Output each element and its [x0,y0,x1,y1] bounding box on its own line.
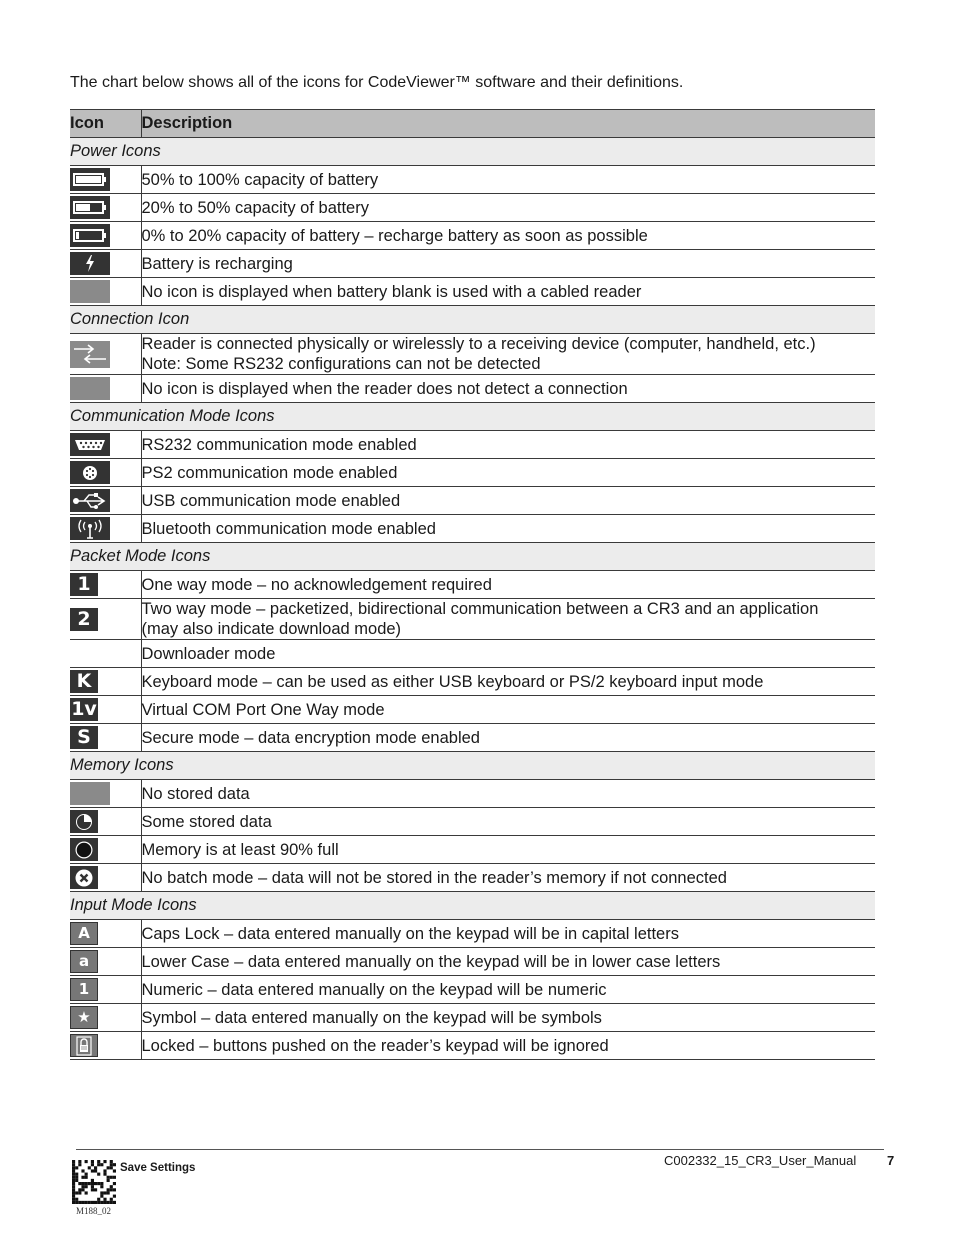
row-icon-cell [70,431,141,459]
caps-lock-icon [70,922,98,945]
section-title: Packet Mode Icons [70,543,875,571]
footer-divider [76,1149,884,1150]
row-icon-cell [70,696,141,724]
icon-glyph: A [78,924,90,942]
row-description: One way mode – no acknowledgement required [141,575,492,594]
row-description-cell [141,696,875,724]
row-description: Locked – buttons pushed on the reader’s keypad will be ignored [141,1036,609,1055]
row-description-cell [141,571,875,599]
row-icon-cell [70,808,141,836]
memory-full-icon [70,838,98,861]
row-icon-cell [70,459,141,487]
row-icon-cell [70,948,141,976]
row-description: 50% to 100% capacity of battery [141,170,379,189]
row-description: PS2 communication mode enabled [141,463,398,482]
keyboard-mode-icon [70,670,98,693]
row-description-cell [141,808,875,836]
table-row [70,515,875,543]
row-description-cell [141,1004,875,1032]
icon-glyph: ★ [77,1008,91,1026]
memory-partial-icon [70,810,98,833]
row-icon-cell [70,334,141,375]
numeric-icon [70,978,98,1001]
row-description: No icon is displayed when the reader does not detect a connection [141,379,628,398]
row-description: RS232 communication mode enabled [141,435,417,454]
row-icon-cell [70,976,141,1004]
row-icon-cell [70,166,141,194]
table-row [70,948,875,976]
row-icon-cell [70,780,141,808]
battery-low-icon [70,224,110,247]
footer-doc-id: C002332_15_CR3_User_Manual [664,1153,857,1168]
table-row [70,487,875,515]
table-row [70,599,875,640]
lower-case-icon [70,950,98,973]
bluetooth-icon [70,517,110,540]
table-row [70,976,875,1004]
secure-mode-icon [70,726,98,749]
table-header-row [70,110,875,138]
row-icon-cell [70,668,141,696]
table-row [70,1032,875,1060]
row-icon-cell [70,515,141,543]
ps2-icon [70,461,110,484]
table-row [70,668,875,696]
section-title: Memory Icons [70,752,875,780]
battery-charging-icon [70,252,110,275]
intro-text: The chart below shows all of the icons for CodeViewer™ software and their definitions. [70,74,684,91]
row-description: 0% to 20% capacity of battery – recharge battery as soon as possible [141,226,648,245]
table-row [70,780,875,808]
blank-icon [70,782,110,805]
locked-icon [70,1034,98,1057]
battery-half-icon [70,196,110,219]
row-description: Virtual COM Port One Way mode [141,700,385,719]
table-row [70,836,875,864]
row-description: Symbol – data entered manually on the keypad will be symbols [141,1008,602,1027]
table-row [70,724,875,752]
row-description: Reader is connected physically or wirelessly to a receiving device (computer, handheld, etc.) [141,335,816,353]
section-row [70,892,875,920]
row-description-cell [141,724,875,752]
row-description: No icon is displayed when battery blank is used with a cabled reader [141,282,642,301]
row-icon-cell [70,640,141,668]
row-description: Secure mode – data encryption mode enabled [141,728,480,747]
barcode-code: M188_02 [76,1206,112,1216]
row-icon-cell [70,1032,141,1060]
row-description-cell [141,836,875,864]
section-title: Input Mode Icons [70,892,875,920]
section-row [70,752,875,780]
usb-icon [70,489,110,512]
icon-glyph: 2 [77,607,91,630]
page-number: 7 [887,1153,895,1168]
section-title: Connection Icon [70,306,875,334]
row-description-cell [141,250,875,278]
row-icon-cell [70,222,141,250]
row-description: Numeric – data entered manually on the keypad will be numeric [141,980,607,999]
row-icon-cell [70,571,141,599]
row-description: Memory is at least 90% full [141,840,339,859]
row-description-cell [141,487,875,515]
table-row [70,431,875,459]
row-icon-cell [70,278,141,306]
icon-glyph: S [77,726,91,748]
icon-glyph: K [76,670,92,692]
row-icon-cell [70,864,141,892]
row-description-cell [141,640,875,668]
row-description-cell [141,431,875,459]
blank-icon [70,280,110,303]
icon-glyph: 1 [77,573,91,595]
row-description-cell [141,1032,875,1060]
table-row [70,278,875,306]
row-description: Downloader mode [141,644,276,663]
icon-glyph: a [78,952,90,970]
row-icon-cell [70,920,141,948]
row-description: Some stored data [141,812,272,831]
row-description: 20% to 50% capacity of battery [141,198,369,217]
barcode-label: Save Settings [120,1162,196,1174]
row-icon-cell [70,1004,141,1032]
battery-full-icon [70,168,110,191]
row-description: USB communication mode enabled [141,491,401,510]
row-icon-cell [70,836,141,864]
row-icon-cell [70,724,141,752]
row-description: No stored data [141,784,250,803]
row-description-cell [141,599,875,640]
one-way-icon [70,573,98,596]
icon-glyph: 1v [71,698,97,720]
no-batch-icon [70,866,98,889]
table-row [70,459,875,487]
table-row [70,334,875,375]
row-description-cell [141,948,875,976]
section-row [70,138,875,166]
datamatrix-barcode-icon [72,1160,116,1204]
row-description-cell [141,920,875,948]
header-description: Description [141,110,875,138]
icon-glyph: 1 [78,980,90,998]
symbol-icon [70,1006,98,1029]
row-icon-cell [70,250,141,278]
row-description-cell [141,166,875,194]
table-row [70,640,875,668]
row-description-cell [141,194,875,222]
row-icon-cell [70,194,141,222]
section-row [70,306,875,334]
row-description-note: (may also indicate download mode) [141,620,402,638]
connection-arrows-icon [70,341,110,368]
row-description-cell [141,278,875,306]
row-description-cell [141,459,875,487]
row-description: Battery is recharging [141,254,293,273]
header-icon: Icon [70,110,141,138]
row-description-cell [141,515,875,543]
table-row [70,1004,875,1032]
virtual-com-icon [70,698,98,721]
section-row [70,543,875,571]
row-description: Caps Lock – data entered manually on the keypad will be in capital letters [141,924,679,943]
row-description-cell [141,668,875,696]
row-icon-cell [70,487,141,515]
rs232-icon [70,433,110,456]
row-description-cell [141,222,875,250]
table-row [70,222,875,250]
section-title: Communication Mode Icons [70,403,875,431]
table-row [70,920,875,948]
section-row [70,403,875,431]
icon-definitions-table [70,109,875,1060]
row-description-cell [141,976,875,1004]
row-description-cell [141,375,875,403]
row-description: Lower Case – data entered manually on the keypad will be in lower case letters [141,952,721,971]
row-description: Bluetooth communication mode enabled [141,519,436,538]
table-row [70,166,875,194]
row-icon-cell [70,375,141,403]
table-row [70,696,875,724]
table-row [70,808,875,836]
table-row [70,864,875,892]
row-description: No batch mode – data will not be stored in the reader’s memory if not connected [141,868,727,887]
row-description-cell [141,334,875,375]
section-title: Power Icons [70,138,875,166]
row-description: Two way mode – packetized, bidirectional communication between a CR3 and an application [141,600,819,618]
row-icon-cell [70,599,141,640]
two-way-icon [70,608,98,631]
row-description-note: Note: Some RS232 configurations can not be detected [141,355,541,373]
row-description-cell [141,780,875,808]
table-row [70,571,875,599]
table-row [70,194,875,222]
row-description-cell [141,864,875,892]
row-description: Keyboard mode – can be used as either USB keyboard or PS/2 keyboard input mode [141,672,764,691]
table-row [70,375,875,403]
blank-icon [70,377,110,400]
table-row [70,250,875,278]
